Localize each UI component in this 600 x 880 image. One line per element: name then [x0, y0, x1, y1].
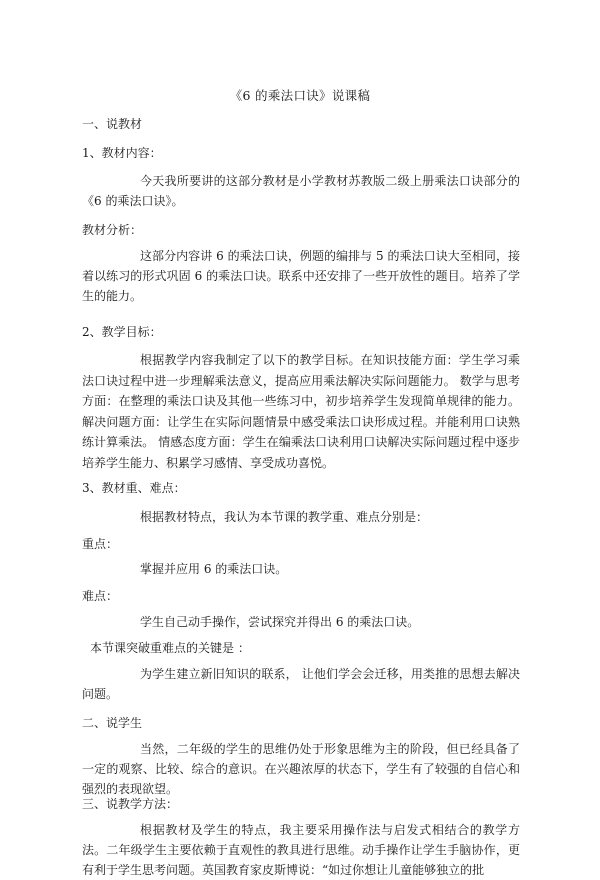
- label-difficult: 难点：: [82, 589, 119, 603]
- section-heading-methods: 三、说教学方法：: [82, 797, 179, 811]
- paragraph-breakthrough: 为学生建立新旧知识的联系， 让他们学会会迁移，用类推的思想去解决问题。: [82, 667, 520, 701]
- label-breakthrough: 本节课突破重难点的关键是 ：: [90, 641, 250, 655]
- paragraph-content: 今天我所要讲的这部分教材是小学教材苏教版二级上册乘法口诀部分的《6 的乘法口诀》。: [82, 174, 520, 208]
- paragraph-analysis: 这部分内容讲 6 的乘法口诀，例题的编排与 5 的乘法口诀大至相同，接着以练习的形式巩固 6 的乘法口诀。联系中还安排了一些开放性的题目。培养了学生的能力。: [82, 249, 520, 303]
- label-key: 重点：: [82, 537, 119, 551]
- paragraph-key-intro: 根据教材特点，我认为本节课的教学重、难点分别是：: [140, 510, 429, 524]
- document-title: 《6 的乘法口诀》说课稿: [229, 88, 371, 103]
- label-analysis: 教材分析：: [82, 223, 143, 237]
- section-heading-textbook: 一、说教材: [82, 117, 143, 131]
- paragraph-difficult: 学生自己动手操作，尝试探究并得出 6 的乘法口诀。: [140, 615, 420, 629]
- subheading-key-points: 3、教材重、难点：: [82, 481, 186, 495]
- paragraph-methods: 根据教材及学生的特点，我主要采用操作法与启发式相结合的教学方法。二年级学生主要依赖于直观性的教具进行思维。动手操作让学生手脑协作，更有利于学生思考问题。英国教育家皮斯博说：“如过你想让儿童能够独立的批: [82, 823, 520, 877]
- subheading-objectives: 2、教学目标：: [82, 325, 162, 339]
- paragraph-objectives: 根据教学内容我制定了以下的教学目标。在知识技能方面：学生学习乘法口诀过程中进一步理解乘法意义，提高应用乘法解决实际问题能力。 数学与思考方面：在整理的乘法口诀及其他一些练习中，初步培养学生发现简单规律的能力。解决问题方面：让学生在实际问题情景中感受乘法口诀形成过程。并能利用口诀熟练计算乘法。 情感态度方面：学生在编乘法口诀利用口诀解决实际问题过程中逐步培养学生能力、积累学习感情、享受成功喜悦。: [82, 353, 520, 470]
- paragraph-key: 掌握并应用 6 的乘法口诀。: [140, 562, 288, 576]
- section-heading-students: 二、说学生: [82, 716, 143, 730]
- subheading-content: 1、教材内容：: [82, 146, 162, 160]
- paragraph-students: 当然，二年级的学生的思维仍处于形象思维为主的阶段，但已经具备了一定的观察、比较、综合的意识。在兴趣浓厚的状态下，学生有了较强的自信心和强烈的表现欲望。: [82, 742, 520, 796]
